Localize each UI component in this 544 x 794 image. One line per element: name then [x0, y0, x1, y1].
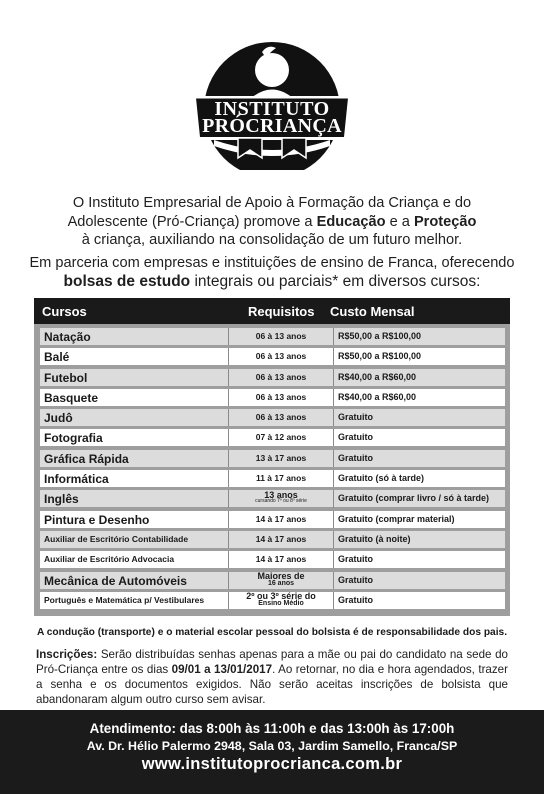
footer — [0, 710, 544, 794]
cell-requirement: 06 à 13 anos — [228, 369, 334, 386]
cell-cost: Gratuito — [338, 554, 373, 565]
cell-course: Basquete — [44, 390, 99, 405]
cell-requirement: 07 à 12 anos — [228, 429, 334, 446]
logo — [0, 0, 544, 170]
cell-requirement — [228, 490, 334, 508]
courses-table — [34, 298, 510, 616]
inscricoes-text-2: . Ao retornar, no dia e hora agendados, trazer a senha e os documentos exigidos. Não serão aceitas inscrições de bolsista que abandonaram algum outro curso sem avisar. — [36, 663, 508, 706]
intro-text: integrais ou parciais* em diversos cursos: — [190, 272, 481, 290]
table-row — [40, 450, 505, 467]
table-row — [40, 572, 505, 589]
inscricoes-dates: 09/01 a 13/01/2017 — [171, 663, 273, 676]
intro-line-4: Em parceria com empresas e instituições de ensino de Franca, oferecendo — [29, 255, 515, 271]
cell-course: Auxiliar de Escritório Advocacia — [44, 554, 175, 565]
cell-requirement: 11 à 17 anos — [228, 470, 334, 487]
requirement-sub: cursando 7º ou 8º série — [255, 497, 307, 504]
cell-course: Natação — [44, 330, 91, 344]
requirement-sub: 16 anos — [267, 580, 295, 588]
table-row — [40, 551, 505, 568]
cell-course: Auxiliar de Escritório Contabilidade — [44, 533, 189, 544]
table-body — [40, 328, 505, 612]
table-row — [40, 409, 505, 426]
intro-line-1: O Instituto Empresarial de Apoio à Formação da Criança e do — [72, 195, 472, 211]
intro-line-2 — [20, 213, 524, 232]
table-row — [40, 348, 505, 365]
cell-cost: Gratuito (só à tarde) — [338, 473, 425, 484]
cell-requirement: 14 à 17 anos — [228, 531, 334, 548]
intro-line-5 — [20, 273, 524, 292]
intro-line-3: à criança, auxiliando na consolidação de um futuro melhor. — [81, 232, 463, 248]
cell-course: Gráfica Rápida — [44, 451, 129, 466]
cell-requirement: 13 à 17 anos — [228, 450, 334, 467]
inscricoes-label: Inscrições: — [36, 648, 98, 661]
cell-cost: R$40,00 a R$60,00 — [338, 371, 417, 382]
cell-course: Português e Matemática p/ Vestibulares — [44, 594, 205, 605]
cell-cost: R$50,00 a R$100,00 — [338, 331, 422, 341]
cell-cost: R$50,00 a R$100,00 — [338, 351, 422, 362]
intro-paragraph-1 — [20, 194, 524, 250]
requirement-sub: Ensino Médio — [258, 600, 304, 608]
cell-cost: Gratuito — [338, 452, 373, 463]
intro-bold-educacao: Educação — [316, 213, 386, 230]
intro-text: e a — [385, 213, 414, 230]
cell-requirement: 06 à 13 anos — [228, 409, 334, 426]
table-row — [40, 511, 505, 528]
table-row — [40, 490, 505, 507]
inscricoes-text-1: Serão distribuídas senhas apenas para a mãe ou pai do candidato na sede do Pró-Criança entre os dias — [36, 648, 508, 676]
cell-requirement: 06 à 13 anos — [228, 348, 334, 365]
cell-cost: Gratuito — [338, 412, 373, 423]
cell-cost: Gratuito — [338, 574, 373, 585]
logo-title-line1: INSTITUTO — [214, 98, 330, 120]
cell-requirement — [228, 592, 334, 610]
table-row — [40, 470, 505, 487]
table-row — [40, 389, 505, 406]
cell-requirement: 14 à 17 anos — [228, 551, 334, 568]
cell-course: Mecânica de Automóveis — [44, 573, 187, 588]
header-custo-mensal: Custo Mensal — [330, 304, 415, 319]
cell-cost: R$40,00 a R$60,00 — [338, 391, 417, 402]
header-requisitos: Requisitos — [248, 304, 315, 319]
table-row — [40, 531, 505, 548]
cell-cost: Gratuito — [338, 594, 373, 605]
cell-cost: Gratuito (comprar material) — [338, 513, 455, 524]
cell-requirement: 06 à 13 anos — [228, 389, 334, 406]
cell-cost: Gratuito (à noite) — [338, 533, 411, 544]
requirement-main: 13 anos — [264, 489, 298, 500]
cell-cost: Gratuito — [338, 432, 373, 443]
header-cursos: Cursos — [42, 304, 87, 319]
cell-course: Fotografia — [44, 431, 103, 446]
table-row — [40, 429, 505, 446]
table-row — [40, 592, 505, 609]
intro-paragraph-2 — [20, 254, 524, 291]
cell-cost: Gratuito (comprar livro / só à tarde) — [338, 493, 490, 504]
transport-note: A condução (transporte) e o material escolar pessoal do bolsista é de responsabilidade dos pais. — [36, 627, 508, 638]
cell-course: Informática — [44, 472, 109, 487]
footer-hours: Atendimento: das 8:00h às 11:00h e das 13:00h às 17:00h — [89, 721, 455, 736]
cell-course: Futebol — [44, 370, 88, 385]
intro-bold-protecao: Proteção — [413, 213, 477, 230]
table-header — [34, 298, 510, 324]
cell-requirement: 14 à 17 anos — [228, 511, 334, 528]
footer-address: Av. Dr. Hélio Palermo 2948, Sala 03, Jardim Samello, Franca/SP — [86, 739, 458, 753]
logo-emblem-icon — [0, 0, 544, 170]
footer-website-link[interactable]: www.institutoprocrianca.com.br — [141, 755, 403, 773]
logo-title-line2: PRÓCRIANÇA — [202, 115, 342, 137]
cell-course: Pintura e Desenho — [44, 512, 150, 527]
intro-text: Adolescente (Pró-Criança) promove a — [67, 213, 317, 230]
cell-requirement — [228, 572, 334, 590]
table-row — [40, 328, 505, 345]
requirement-main: 2º ou 3º série do — [246, 591, 316, 602]
cell-course: Judô — [44, 411, 73, 426]
intro-bold-bolsas: bolsas de estudo — [63, 272, 191, 290]
inscricoes-paragraph — [36, 647, 508, 707]
cell-course: Inglês — [44, 492, 79, 507]
requirement-main: Maiores de — [257, 571, 305, 582]
table-row — [40, 369, 505, 386]
cell-requirement: 06 à 13 anos — [228, 328, 334, 345]
cell-course: Balé — [44, 350, 70, 365]
